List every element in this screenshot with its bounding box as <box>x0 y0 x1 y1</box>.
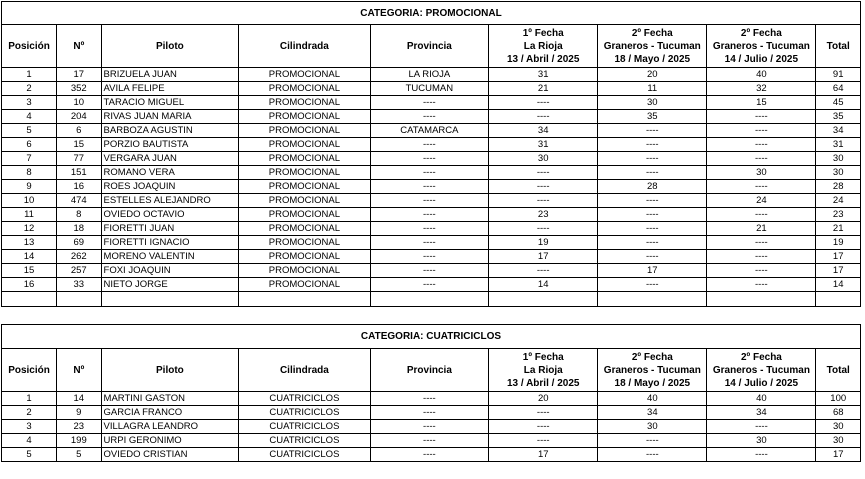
cell-posicion: 13 <box>2 236 57 250</box>
header-fecha2-line: Graneros - Tucuman <box>603 364 701 376</box>
header-fecha2-line: 2º Fecha <box>631 27 673 39</box>
cell-piloto: FIORETTI IGNACIO <box>101 236 239 250</box>
cell-provincia: CATAMARCA <box>370 124 489 138</box>
cell-numero: 262 <box>57 250 101 264</box>
cell-numero: 15 <box>57 138 101 152</box>
cell-numero: 199 <box>57 434 101 448</box>
header-posicion: Posición <box>2 349 57 392</box>
header-total: Total <box>816 349 861 392</box>
cell-cilindrada: PROMOCIONAL <box>239 110 370 124</box>
table-row <box>2 82 861 96</box>
cell-piloto: URPI GERONIMO <box>101 434 239 448</box>
cell-fecha2: 35 <box>598 110 707 124</box>
cell-fecha2: ---- <box>598 138 707 152</box>
cell-piloto: AVILA FELIPE <box>101 82 239 96</box>
cell-fecha2: ---- <box>598 124 707 138</box>
header-numero: Nº <box>57 25 101 68</box>
cell-piloto: PORZIO BAUTISTA <box>101 138 239 152</box>
cell-total: 30 <box>816 434 861 448</box>
table-row <box>2 194 861 208</box>
cell-numero: 18 <box>57 222 101 236</box>
cell-piloto: ESTELLES ALEJANDRO <box>101 194 239 208</box>
cell-cilindrada: PROMOCIONAL <box>239 152 370 166</box>
cell-total: 35 <box>816 110 861 124</box>
cell-fecha3: 34 <box>707 406 816 420</box>
cell-piloto: FOXI JOAQUIN <box>101 264 239 278</box>
cell-fecha3: ---- <box>707 110 816 124</box>
table-row <box>2 264 861 278</box>
cell-total: 24 <box>816 194 861 208</box>
cell-fecha3: 21 <box>707 222 816 236</box>
cell-total: 68 <box>816 406 861 420</box>
cell-fecha2: ---- <box>598 236 707 250</box>
cell-posicion: 10 <box>2 194 57 208</box>
cell-provincia: ---- <box>370 222 489 236</box>
cell-piloto: BRIZUELA JUAN <box>101 68 239 82</box>
cell-total: 17 <box>816 264 861 278</box>
table-row <box>2 250 861 264</box>
cell-fecha3: 24 <box>707 194 816 208</box>
empty-cell <box>707 292 816 307</box>
cell-fecha3: ---- <box>707 264 816 278</box>
cell-fecha2: ---- <box>598 434 707 448</box>
cell-numero: 14 <box>57 392 101 406</box>
table-row <box>2 110 861 124</box>
header-fecha3 <box>707 349 816 392</box>
cell-provincia: ---- <box>370 110 489 124</box>
cell-cilindrada: PROMOCIONAL <box>239 138 370 152</box>
cell-fecha3: ---- <box>707 124 816 138</box>
cell-numero: 5 <box>57 448 101 462</box>
cell-numero: 6 <box>57 124 101 138</box>
cell-posicion: 1 <box>2 68 57 82</box>
header-fecha3-line: Graneros - Tucuman <box>712 40 810 52</box>
category-title: CATEGORIA: CUATRICICLOS <box>2 325 861 349</box>
cell-provincia: ---- <box>370 448 489 462</box>
cell-cilindrada: PROMOCIONAL <box>239 96 370 110</box>
cell-posicion: 7 <box>2 152 57 166</box>
cell-provincia: TUCUMAN <box>370 82 489 96</box>
table-row <box>2 180 861 194</box>
cell-fecha1: ---- <box>489 434 598 448</box>
header-fecha1-line: 1º Fecha <box>522 351 564 363</box>
header-fecha1-line: 13 / Abril / 2025 <box>507 377 580 389</box>
cell-provincia: ---- <box>370 264 489 278</box>
cell-fecha1: 14 <box>489 278 598 292</box>
cell-posicion: 1 <box>2 392 57 406</box>
cell-fecha1: 34 <box>489 124 598 138</box>
cell-fecha2: 20 <box>598 68 707 82</box>
cell-numero: 352 <box>57 82 101 96</box>
cell-total: 30 <box>816 166 861 180</box>
cell-posicion: 15 <box>2 264 57 278</box>
cell-total: 17 <box>816 250 861 264</box>
cell-fecha1: ---- <box>489 110 598 124</box>
cell-provincia: ---- <box>370 236 489 250</box>
cell-piloto: GARCIA FRANCO <box>101 406 239 420</box>
header-fecha1 <box>489 25 598 68</box>
cell-numero: 8 <box>57 208 101 222</box>
header-fecha3-line: 2º Fecha <box>740 27 782 39</box>
cell-posicion: 2 <box>2 82 57 96</box>
cell-total: 31 <box>816 138 861 152</box>
cell-numero: 33 <box>57 278 101 292</box>
cell-posicion: 4 <box>2 434 57 448</box>
cell-fecha2: 28 <box>598 180 707 194</box>
cell-posicion: 11 <box>2 208 57 222</box>
table-row <box>2 138 861 152</box>
cell-fecha2: ---- <box>598 152 707 166</box>
cell-numero: 474 <box>57 194 101 208</box>
header-fecha2-line: Graneros - Tucuman <box>603 40 701 52</box>
cell-total: 14 <box>816 278 861 292</box>
cell-provincia: ---- <box>370 180 489 194</box>
cell-provincia: ---- <box>370 392 489 406</box>
cell-piloto: OVIEDO OCTAVIO <box>101 208 239 222</box>
cell-posicion: 4 <box>2 110 57 124</box>
header-fecha3 <box>707 25 816 68</box>
cell-total: 17 <box>816 448 861 462</box>
cuatriciclos-standings-table <box>1 324 861 462</box>
cell-cilindrada: PROMOCIONAL <box>239 82 370 96</box>
cell-cilindrada: CUATRICICLOS <box>239 392 370 406</box>
cell-numero: 17 <box>57 68 101 82</box>
cell-fecha1: 21 <box>489 82 598 96</box>
cell-fecha1: 19 <box>489 236 598 250</box>
cell-piloto: MARTINI GASTON <box>101 392 239 406</box>
header-fecha2-line: 2º Fecha <box>631 351 673 363</box>
cell-provincia: ---- <box>370 138 489 152</box>
table-row <box>2 278 861 292</box>
table-row <box>2 152 861 166</box>
cell-fecha2: 30 <box>598 420 707 434</box>
cell-provincia: ---- <box>370 250 489 264</box>
cell-fecha1: 31 <box>489 138 598 152</box>
cell-provincia: ---- <box>370 278 489 292</box>
cell-fecha3: ---- <box>707 236 816 250</box>
cell-total: 91 <box>816 68 861 82</box>
cell-numero: 257 <box>57 264 101 278</box>
header-fecha3-line: 2º Fecha <box>740 351 782 363</box>
cell-cilindrada: PROMOCIONAL <box>239 236 370 250</box>
category-title-row <box>2 325 861 349</box>
cell-cilindrada: PROMOCIONAL <box>239 264 370 278</box>
cell-posicion: 14 <box>2 250 57 264</box>
cell-fecha3: ---- <box>707 278 816 292</box>
cell-fecha2: ---- <box>598 448 707 462</box>
table-row <box>2 96 861 110</box>
cell-fecha2: 34 <box>598 406 707 420</box>
cell-cilindrada: PROMOCIONAL <box>239 250 370 264</box>
cell-cilindrada: CUATRICICLOS <box>239 448 370 462</box>
cell-cilindrada: PROMOCIONAL <box>239 208 370 222</box>
table-row <box>2 68 861 82</box>
cell-provincia: ---- <box>370 96 489 110</box>
cell-fecha3: 32 <box>707 82 816 96</box>
table-row <box>2 392 861 406</box>
cell-total: 34 <box>816 124 861 138</box>
cell-fecha3: ---- <box>707 152 816 166</box>
cell-total: 30 <box>816 152 861 166</box>
empty-cell <box>57 292 101 307</box>
cell-numero: 10 <box>57 96 101 110</box>
cell-posicion: 2 <box>2 406 57 420</box>
header-fecha1-line: 1º Fecha <box>522 27 564 39</box>
cell-total: 64 <box>816 82 861 96</box>
cell-fecha2: ---- <box>598 222 707 236</box>
cell-fecha1: 31 <box>489 68 598 82</box>
header-fecha3-line: 14 / Julio / 2025 <box>724 377 799 389</box>
cell-fecha1: ---- <box>489 222 598 236</box>
cell-piloto: NIETO JORGE <box>101 278 239 292</box>
empty-cell <box>816 292 861 307</box>
cell-fecha3: ---- <box>707 180 816 194</box>
header-fecha1-line: La Rioja <box>523 40 563 52</box>
cell-posicion: 3 <box>2 96 57 110</box>
column-header-row <box>2 25 861 68</box>
empty-cell <box>239 292 370 307</box>
header-provincia: Provincia <box>370 349 489 392</box>
cell-numero: 16 <box>57 180 101 194</box>
cell-fecha1: 17 <box>489 250 598 264</box>
cell-fecha2: 40 <box>598 392 707 406</box>
promocional-standings-table <box>1 1 861 307</box>
cell-total: 30 <box>816 420 861 434</box>
cell-fecha1: ---- <box>489 264 598 278</box>
cell-provincia: ---- <box>370 152 489 166</box>
cell-posicion: 12 <box>2 222 57 236</box>
header-posicion: Posición <box>2 25 57 68</box>
table-row <box>2 434 861 448</box>
header-fecha3-line: 14 / Julio / 2025 <box>724 53 799 65</box>
header-cilindrada: Cilindrada <box>239 25 370 68</box>
header-numero: Nº <box>57 349 101 392</box>
header-fecha1 <box>489 349 598 392</box>
cell-fecha3: ---- <box>707 420 816 434</box>
cell-fecha2: ---- <box>598 208 707 222</box>
empty-cell <box>598 292 707 307</box>
cell-fecha1: 20 <box>489 392 598 406</box>
cell-fecha3: 15 <box>707 96 816 110</box>
cell-fecha1: 30 <box>489 152 598 166</box>
cell-numero: 77 <box>57 152 101 166</box>
cell-fecha1: 17 <box>489 448 598 462</box>
cell-cilindrada: CUATRICICLOS <box>239 420 370 434</box>
cell-fecha1: 23 <box>489 208 598 222</box>
cell-fecha2: ---- <box>598 250 707 264</box>
cell-posicion: 5 <box>2 124 57 138</box>
cell-piloto: BARBOZA AGUSTIN <box>101 124 239 138</box>
cell-fecha2: ---- <box>598 194 707 208</box>
table-row <box>2 208 861 222</box>
header-piloto: Piloto <box>101 25 239 68</box>
cell-provincia: ---- <box>370 208 489 222</box>
header-cilindrada: Cilindrada <box>239 349 370 392</box>
header-piloto: Piloto <box>101 349 239 392</box>
header-provincia: Provincia <box>370 25 489 68</box>
cell-piloto: MORENO VALENTIN <box>101 250 239 264</box>
cell-fecha3: 30 <box>707 434 816 448</box>
cell-piloto: TARACIO MIGUEL <box>101 96 239 110</box>
cell-total: 23 <box>816 208 861 222</box>
cell-piloto: FIORETTI JUAN <box>101 222 239 236</box>
table-row <box>2 420 861 434</box>
header-fecha3-line: Graneros - Tucuman <box>712 364 810 376</box>
cell-posicion: 6 <box>2 138 57 152</box>
cell-piloto: ROMANO VERA <box>101 166 239 180</box>
cell-cilindrada: CUATRICICLOS <box>239 406 370 420</box>
cell-posicion: 16 <box>2 278 57 292</box>
table-row <box>2 236 861 250</box>
empty-cell <box>489 292 598 307</box>
cell-posicion: 8 <box>2 166 57 180</box>
cell-posicion: 9 <box>2 180 57 194</box>
empty-row <box>2 292 861 307</box>
cell-piloto: ROES JOAQUIN <box>101 180 239 194</box>
cell-fecha3: 30 <box>707 166 816 180</box>
header-total: Total <box>816 25 861 68</box>
category-title: CATEGORIA: PROMOCIONAL <box>2 2 861 25</box>
cell-numero: 23 <box>57 420 101 434</box>
cell-provincia: ---- <box>370 434 489 448</box>
cell-fecha1: ---- <box>489 166 598 180</box>
cell-numero: 9 <box>57 406 101 420</box>
cell-fecha3: 40 <box>707 68 816 82</box>
cell-cilindrada: PROMOCIONAL <box>239 166 370 180</box>
cell-provincia: ---- <box>370 420 489 434</box>
cell-fecha3: ---- <box>707 208 816 222</box>
cell-fecha1: ---- <box>489 420 598 434</box>
empty-cell <box>101 292 239 307</box>
empty-cell <box>370 292 489 307</box>
cell-fecha1: ---- <box>489 406 598 420</box>
cell-cilindrada: PROMOCIONAL <box>239 278 370 292</box>
header-fecha2-line: 18 / Mayo / 2025 <box>614 377 691 389</box>
table-row <box>2 124 861 138</box>
cell-numero: 151 <box>57 166 101 180</box>
cell-cilindrada: PROMOCIONAL <box>239 222 370 236</box>
cell-provincia: LA RIOJA <box>370 68 489 82</box>
empty-cell <box>2 292 57 307</box>
header-fecha2 <box>598 25 707 68</box>
cell-numero: 204 <box>57 110 101 124</box>
cell-fecha1: ---- <box>489 180 598 194</box>
cell-provincia: ---- <box>370 406 489 420</box>
cell-piloto: VILLAGRA LEANDRO <box>101 420 239 434</box>
table-row <box>2 406 861 420</box>
column-header-row <box>2 349 861 392</box>
cell-piloto: VERGARA JUAN <box>101 152 239 166</box>
cell-cilindrada: PROMOCIONAL <box>239 180 370 194</box>
table-row <box>2 222 861 236</box>
cell-cilindrada: PROMOCIONAL <box>239 124 370 138</box>
table-row <box>2 448 861 462</box>
cell-fecha2: 11 <box>598 82 707 96</box>
header-fecha2 <box>598 349 707 392</box>
category-title-row <box>2 2 861 25</box>
cell-piloto: OVIEDO CRISTIAN <box>101 448 239 462</box>
cell-total: 45 <box>816 96 861 110</box>
cell-piloto: RIVAS JUAN MARIA <box>101 110 239 124</box>
cell-posicion: 5 <box>2 448 57 462</box>
header-fecha2-line: 18 / Mayo / 2025 <box>614 53 691 65</box>
cell-cilindrada: CUATRICICLOS <box>239 434 370 448</box>
cell-posicion: 3 <box>2 420 57 434</box>
cell-fecha2: 30 <box>598 96 707 110</box>
cell-fecha3: ---- <box>707 448 816 462</box>
cell-fecha2: ---- <box>598 278 707 292</box>
cell-cilindrada: PROMOCIONAL <box>239 68 370 82</box>
cell-provincia: ---- <box>370 194 489 208</box>
cell-fecha3: ---- <box>707 250 816 264</box>
cell-total: 21 <box>816 222 861 236</box>
cell-fecha2: ---- <box>598 166 707 180</box>
cell-fecha1: ---- <box>489 194 598 208</box>
cell-total: 19 <box>816 236 861 250</box>
cell-fecha3: ---- <box>707 138 816 152</box>
header-fecha1-line: La Rioja <box>523 364 563 376</box>
header-fecha1-line: 13 / Abril / 2025 <box>506 53 580 65</box>
cell-total: 100 <box>816 392 861 406</box>
cell-fecha1: ---- <box>489 96 598 110</box>
cell-numero: 69 <box>57 236 101 250</box>
cell-total: 28 <box>816 180 861 194</box>
cell-fecha2: 17 <box>598 264 707 278</box>
cell-cilindrada: PROMOCIONAL <box>239 194 370 208</box>
cell-provincia: ---- <box>370 166 489 180</box>
cell-fecha3: 40 <box>707 392 816 406</box>
table-row <box>2 166 861 180</box>
